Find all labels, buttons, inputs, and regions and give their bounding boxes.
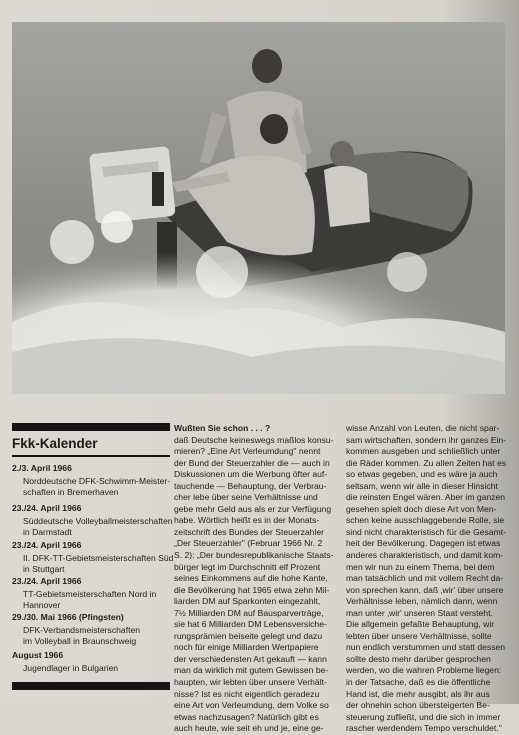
event-description: Norddeutsche DFK-Schwimm-Meister- schaften in Bremerhaven	[23, 476, 171, 497]
article-line: sind nicht charakteristisch für die Gesamt-	[346, 526, 506, 537]
article-line: die Bevölkerung hat 1965 etwa zehn Mil-	[174, 584, 330, 595]
photo-inflatable-boat	[12, 22, 505, 394]
calendar-event	[12, 612, 174, 647]
article-line: gesehen spielt doch diese Art von Men-	[346, 503, 497, 514]
article-line: nun endlich verstummen und statt dessen	[346, 642, 506, 653]
article-line: S. 2): „Der bundesrepublikanische Staats-	[174, 550, 334, 561]
article-line: anderes charakteristisch, und damit kom-	[346, 550, 504, 561]
article-line: so etwas gegeben, und es wäre ja auch	[346, 469, 498, 480]
article-line: rungsprämien beiseite gelegt und dazu	[174, 630, 323, 641]
event-description: II. DFK-TT-Gebietsmeisterschaften Süd in Stuttgart	[23, 553, 174, 574]
article-line: „Der Steuerzahler" (Februar 1966 Nr. 2	[174, 538, 323, 549]
article-line: seines Einkommens auf die hohe Kante,	[174, 573, 328, 584]
calendar-event	[12, 503, 174, 538]
article-line: noch für einige Milliarden Wertpapiere	[174, 642, 319, 653]
calendar-event	[12, 650, 174, 674]
article-line: Die allgemein gefaßte Behauptung, wir	[346, 619, 495, 630]
article-line: kommen ausgeben und schließlich unter	[346, 446, 501, 457]
event-description: TT-Gebietsmeisterschaften Nord in Hannover	[23, 589, 157, 610]
article-line: sollte desto mehr darüber gesprochen	[346, 653, 491, 664]
article-line: Diskussionen um die Werbung öfter auf-	[174, 469, 328, 480]
article-line: von sprechen kann, daß ‚wir' über unsere	[346, 584, 504, 595]
article-line: cher lebe über seine Verhältnisse und	[174, 492, 318, 503]
article-line: steuerung zufließt, und die sich in immer	[346, 711, 501, 722]
calendar-bottom-rule	[12, 682, 170, 690]
event-date: 29./30. Mai 1966 (Pfingsten)	[12, 612, 124, 622]
event-description: Süddeutsche Volleyballmeisterschaften in Darmstadt	[23, 516, 173, 537]
event-date: 23./24. April 1966	[12, 503, 82, 513]
article-line: der Bund der Steuerzahler die — auch in	[174, 457, 330, 468]
article-column-2-text	[346, 423, 518, 735]
article-line: Verhältnisse leben, nämlich dann, wenn	[346, 596, 498, 607]
article-line: 7½ Milliarden DM auf Bausparverträge,	[174, 607, 324, 618]
boat-photo-illustration	[12, 22, 505, 394]
article-line: sam wirtschaften, sondern ihr ganzes Ein-	[346, 434, 507, 445]
article-line: habe. Wörtlich heißt es in der Monats-	[174, 515, 320, 526]
event-date: 23./24. April 1966	[12, 540, 82, 550]
article-line: bürger legt im Durchschnitt elf Prozent	[174, 561, 321, 572]
calendar-event	[12, 576, 174, 611]
article-line: men wir nun zu einem Thema, bei dem	[346, 561, 495, 572]
article-line: schen keine ausschlaggebende Rolle, sie	[346, 515, 505, 526]
article-line: eine Art von Verleumdung, dem Volke so	[174, 700, 329, 711]
calendar-top-rule	[12, 423, 170, 431]
article-line: die reinsten Engel wären. Aber im ganzen	[346, 492, 506, 503]
article-line: heit der Bevölkerung. Dagegen ist etwas	[346, 538, 501, 549]
article-line: die Räder kommen. Zu allen Zeiten hat es	[346, 457, 507, 468]
article-heading: Wußten Sie schon . . . ?	[174, 423, 271, 433]
article-line: der verschiedensten Art gekauft — kann	[174, 653, 327, 664]
article-line: man unter ‚wir' unseren Staat versteht.	[346, 607, 493, 618]
event-date: 23./24. April 1966	[12, 576, 82, 586]
event-description: Jugendlager in Bulgarien	[23, 663, 119, 673]
article-line: haupten, wir lebten über unsere Verhält-	[174, 677, 327, 688]
event-date: August 1966	[12, 650, 64, 660]
article-line: rascher werdendem Tempo verschuldet."	[346, 723, 502, 734]
article-line: daß Deutsche keineswegs maßlos konsu-	[174, 434, 334, 445]
article-line: zeitschrift des Bundes der Steuerzahler	[174, 526, 324, 537]
article-line: wisse Anzahl von Leuten, die nicht spar-	[346, 423, 500, 433]
article-line: lebten über unsere Verhältnisse, sollte	[346, 630, 492, 641]
article-line: gebe mehr Geld aus als er zur Verfügung	[174, 503, 332, 514]
article-line: in der Tatsache, daß es die öffentliche	[346, 677, 491, 688]
article-line: mieren? „Eine Art Verleumdung" nennt	[174, 446, 321, 457]
article-line: etwas nachzusagen? Natürlich gibt es	[174, 711, 319, 722]
calendar-event	[12, 463, 174, 498]
article-line: man tatsächlich und mit vollem Recht da-	[346, 573, 504, 584]
article-line: man da wirklich mit gutem Gewissen be-	[174, 665, 329, 676]
article-line: tauchende — Behauptung, der Verbrau-	[174, 480, 327, 491]
article-column-1	[174, 423, 342, 735]
calendar-event	[12, 540, 174, 575]
article-line: werden, wo die wahren Probleme liegen:	[346, 665, 502, 676]
article-line: der ohnehin schon übersteigerten Be-	[346, 700, 490, 711]
article-line: nisse? Ist es nicht eigentlich geradezu	[174, 688, 320, 699]
article-line: liarden DM auf Sparkonten eingezahlt,	[174, 596, 321, 607]
calendar-title: Fkk-Kalender	[12, 436, 98, 451]
article-line: sie hat 6 Milliarden DM Lebensversiche-	[174, 619, 327, 630]
article-line: seltsam, wenn wir alle in dieser Hinsicht	[346, 480, 498, 491]
calendar-title-rule	[12, 455, 170, 457]
event-description: DFK-Verbandsmeisterschaften im Volleyball in Braunschweig	[23, 625, 141, 646]
article-column-2	[346, 423, 518, 735]
event-date: 2./3. April 1966	[12, 463, 72, 473]
article-line: auch heute, wie seit eh und je, eine ge-	[174, 723, 324, 734]
article-column-1-text	[174, 435, 342, 735]
article-line: Hand ist, die mehr ausgibt, als ihr aus	[346, 688, 490, 699]
